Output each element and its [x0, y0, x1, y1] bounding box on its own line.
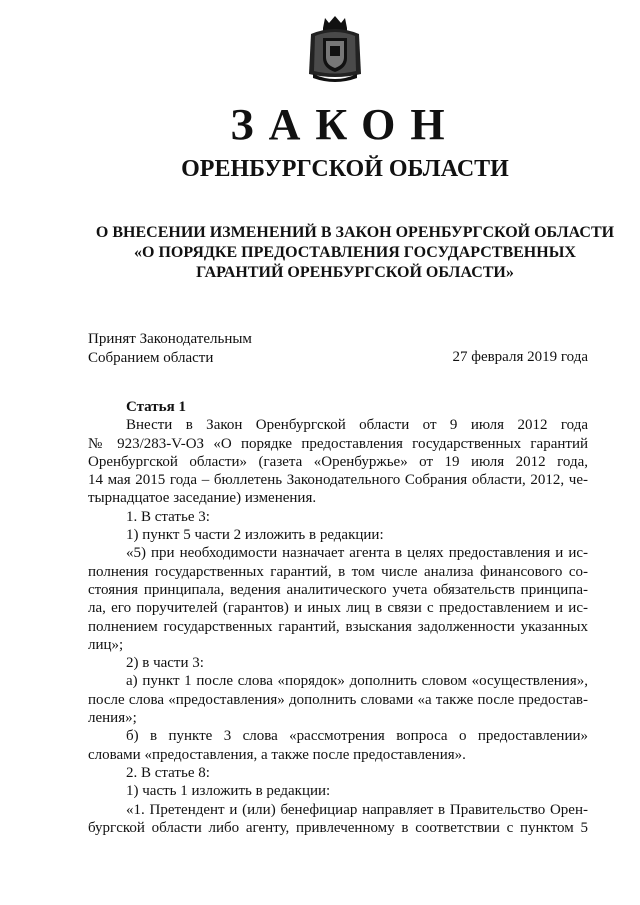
article-heading: Статья 1	[126, 399, 186, 415]
paragraph-line: б) в пункте 3 слова «рассмотрения вопроса о предоставлении»	[126, 728, 588, 745]
subject-line: «О ПОРЯДКЕ ПРЕДОСТАВЛЕНИЯ ГОСУДАРСТВЕННЫХ	[134, 244, 576, 261]
adoption-info	[88, 330, 252, 368]
paragraph-line: ла, его поручителей (гарантов) и иных лиц в связи с предоставлением и ис-	[88, 600, 588, 617]
law-subject	[60, 223, 640, 283]
adoption-date: 27 февраля 2019 года	[452, 349, 588, 365]
paragraph-line: тырнадцатое заседание) изменения.	[88, 490, 317, 507]
paragraph-line: Внести в Закон Оренбургской области от 9 июля 2012 года	[126, 417, 588, 434]
paragraph-line: 1) часть 1 изложить в редакции:	[126, 783, 331, 800]
paragraph-line: бургской области либо агенту, привлеченному в соответствии с пунктом 5	[88, 819, 588, 836]
paragraph-line: Оренбургской области» (газета «Оренбуржье» от 19 июля 2012 года,	[88, 453, 588, 470]
coat-of-arms-icon	[303, 14, 367, 84]
paragraph-line: 14 мая 2015 года – бюллетень Законодательного Собрания области, 2012, че-	[88, 472, 588, 489]
subject-line: ГАРАНТИЙ ОРЕНБУРГСКОЙ ОБЛАСТИ»	[196, 264, 514, 281]
paragraph-line: 2) в части 3:	[126, 655, 204, 672]
paragraph-line: 2. В статье 8:	[126, 764, 210, 781]
article-body	[88, 398, 588, 837]
paragraph-line: «1. Претендент и (или) бенефициар направляет в Правительство Орен-	[126, 801, 588, 818]
paragraph-line: ления»;	[88, 710, 137, 727]
region-title: ОРЕНБУРГСКОЙ ОБЛАСТИ	[181, 156, 509, 182]
paragraph-line: стояния принципала, ведения аналитического учета обязательств принципа-	[88, 581, 588, 598]
adopted-by-line1: Принят Законодательным	[88, 331, 252, 347]
paragraph-line: полнения государственных гарантий, в том числе анализа финансового со-	[88, 563, 588, 580]
paragraph-line: полнением государственных гарантий, взыскания задолженности указанных	[88, 618, 588, 635]
subject-line: О ВНЕСЕНИИ ИЗМЕНЕНИЙ В ЗАКОН ОРЕНБУРГСКОЙ ОБЛАСТИ	[95, 224, 615, 241]
paragraph-line: «5) при необходимости назначает агента в целях предоставления и ис-	[126, 545, 588, 562]
paragraph-line: 1) пункт 5 части 2 изложить в редакции:	[126, 527, 384, 544]
paragraph-line: словами «предоставления, а также после предоставления».	[88, 746, 466, 763]
paragraph-line: после слова «предоставления» дополнить словами «а также после предостав-	[88, 691, 588, 708]
paragraph-line: лиц»;	[88, 636, 124, 653]
paragraph-line: № 923/283-V-ОЗ «О порядке предоставления государственных гарантий	[88, 435, 588, 452]
paragraph-line: 1. В статье 3:	[126, 508, 210, 525]
adopted-by-line2: Собранием области	[88, 350, 214, 366]
paragraph-line: а) пункт 1 после слова «порядок» дополнить словом «осуществления»,	[126, 673, 588, 690]
law-title: ЗАКОН	[230, 100, 460, 149]
